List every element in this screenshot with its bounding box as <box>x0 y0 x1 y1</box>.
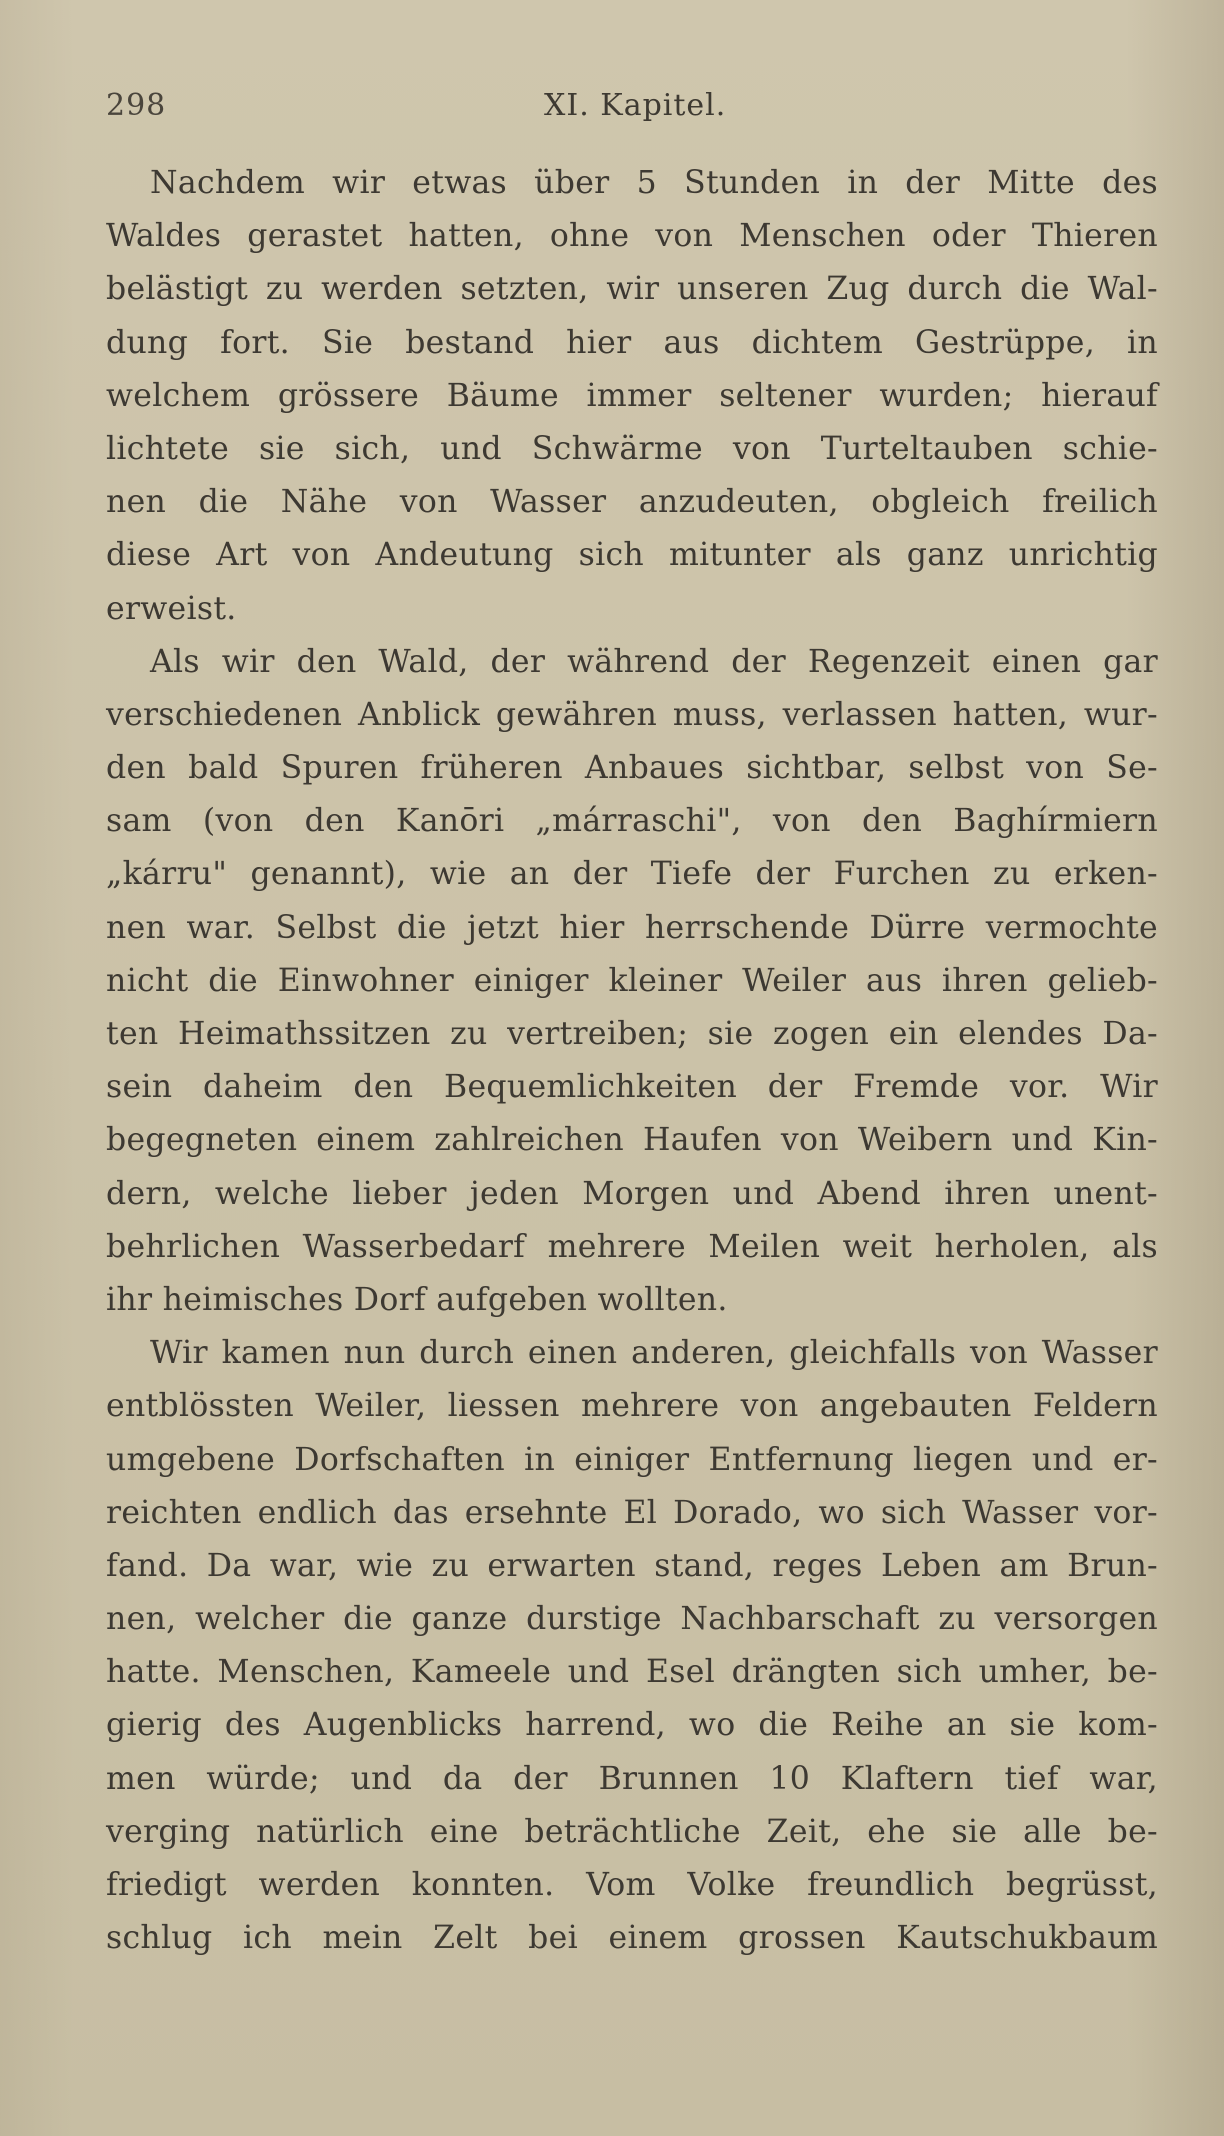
text-line: begegneten einem zahlreichen Haufen von Weibern und Kin- <box>106 1122 1158 1159</box>
text-line: „kárru" genannt), wie an der Tiefe der Furchen zu erken- <box>106 856 1158 893</box>
text-line: sein daheim den Bequemlichkeiten der Fremde vor. Wir <box>106 1069 1158 1106</box>
text-line: belästigt zu werden setzten, wir unseren Zug durch die Wal- <box>106 271 1158 308</box>
text-line: den bald Spuren früheren Anbaues sichtbar, selbst von Se- <box>106 750 1158 787</box>
text-line: Waldes gerastet hatten, ohne von Menschen oder Thieren <box>106 218 1158 255</box>
text-line: dung fort. Sie bestand hier aus dichtem Gestrüppe, in <box>106 324 1158 361</box>
chapter-title: XI. Kapitel. <box>544 88 727 123</box>
text-line: nen die Nähe von Wasser anzudeuten, obgleich freilich <box>106 484 1158 521</box>
text-line: sam (von den Kanōri „márraschi", von den Baghírmiern <box>106 803 1158 840</box>
text-line: gierig des Augenblicks harrend, wo die Reihe an sie kom- <box>106 1707 1158 1744</box>
running-head <box>106 88 1158 134</box>
text-line: behrlichen Wasserbedarf mehrere Meilen weit herholen, als <box>106 1228 1158 1265</box>
text-line: hatte. Menschen, Kameele und Esel drängten sich umher, be- <box>106 1654 1158 1691</box>
text-line: nen war. Selbst die jetzt hier herrschende Dürre vermochte <box>106 909 1158 946</box>
text-line: Nachdem wir etwas über 5 Stunden in der Mitte des <box>150 165 1158 201</box>
text-line: dern, welche lieber jeden Morgen und Abend ihren unent- <box>106 1175 1158 1212</box>
text-line: fand. Da war, wie zu erwarten stand, reges Leben am Brun- <box>106 1547 1158 1584</box>
text-line: nen, welcher die ganze durstige Nachbarschaft zu versorgen <box>106 1601 1158 1638</box>
text-line: diese Art von Andeutung sich mitunter als ganz unrichtig <box>106 537 1158 574</box>
text-line: erweist. <box>106 590 237 627</box>
text-line: welchem grössere Bäume immer seltener wurden; hierauf <box>106 377 1158 414</box>
text-line: men würde; und da der Brunnen 10 Klaftern tief war, <box>106 1760 1158 1797</box>
text-line: friedigt werden konnten. Vom Volke freundlich begrüsst, <box>106 1867 1158 1903</box>
text-line: ten Heimathssitzen zu vertreiben; sie zogen ein elendes Da- <box>106 1016 1158 1052</box>
text-line: entblössten Weiler, liessen mehrere von angebauten Feldern <box>106 1388 1158 1425</box>
text-line: verging natürlich eine beträchtliche Zeit, ehe sie alle be- <box>106 1813 1158 1850</box>
text-line: reichten endlich das ersehnte El Dorado, wo sich Wasser vor- <box>106 1494 1158 1531</box>
text-line: Als wir den Wald, der während der Regenzeit einen gar <box>150 643 1158 680</box>
text-line: umgebene Dorfschaften in einiger Entfernung liegen und er- <box>106 1441 1158 1478</box>
text-line: nicht die Einwohner einiger kleiner Weiler aus ihren gelieb- <box>106 962 1158 999</box>
text-line: Wir kamen nun durch einen anderen, gleichfalls von Wasser <box>150 1335 1158 1372</box>
body-text <box>106 157 1158 1965</box>
text-line: schlug ich mein Zelt bei einem grossen Kautschukbaum <box>106 1920 1158 1957</box>
page-number: 298 <box>106 88 167 123</box>
text-line: verschiedenen Anblick gewähren muss, verlassen hatten, wur- <box>106 696 1158 733</box>
text-line: lichtete sie sich, und Schwärme von Turteltauben schie- <box>106 430 1158 467</box>
text-line: ihr heimisches Dorf aufgeben wollten. <box>106 1281 728 1318</box>
